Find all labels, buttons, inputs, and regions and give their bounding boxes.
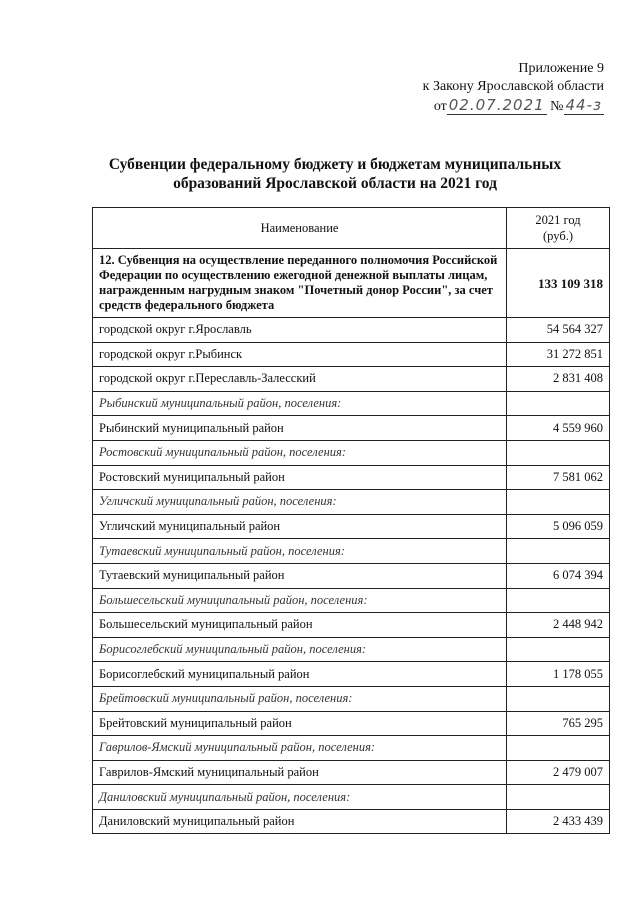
row-name: Тутаевский муниципальный район <box>93 563 507 588</box>
table-row <box>93 809 610 834</box>
row-name: городской округ г.Ярославль <box>93 318 507 343</box>
district-group-row <box>93 440 610 465</box>
row-value <box>507 391 610 416</box>
table-row <box>93 318 610 343</box>
row-name: Большесельский муниципальный район, поселения: <box>93 588 507 613</box>
row-name: Гаврилов-Ямский муниципальный район <box>93 760 507 785</box>
row-value: 2 831 408 <box>507 367 610 392</box>
row-value: 6 074 394 <box>507 563 610 588</box>
row-name: городской округ г.Переславль-Залесский <box>93 367 507 392</box>
row-value <box>507 686 610 711</box>
row-value <box>507 490 610 515</box>
row-name: Даниловский муниципальный район, поселения: <box>93 785 507 810</box>
district-group-row <box>93 637 610 662</box>
row-value: 5 096 059 <box>507 514 610 539</box>
district-group-row <box>93 539 610 564</box>
row-name: Борисоглебский муниципальный район, поселения: <box>93 637 507 662</box>
title-line-2: образований Ярославской области на 2021 год <box>173 175 497 192</box>
table-row <box>93 613 610 638</box>
row-name: Гаврилов-Ямский муниципальный район, поселения: <box>93 736 507 761</box>
row-value: 54 564 327 <box>507 318 610 343</box>
document-header <box>423 60 604 116</box>
row-value: 2 433 439 <box>507 809 610 834</box>
handwritten-date: 02.07.2021 <box>448 96 545 114</box>
row-value: 2 448 942 <box>507 613 610 638</box>
column-header-unit: (руб.) <box>543 229 573 243</box>
handwritten-number: 44-з <box>565 96 602 114</box>
row-name: Рыбинский муниципальный район <box>93 416 507 441</box>
row-value <box>507 440 610 465</box>
row-value: 7 581 062 <box>507 465 610 490</box>
column-header-name: Наименование <box>93 208 507 249</box>
row-value <box>507 736 610 761</box>
row-name: Борисоглебский муниципальный район <box>93 662 507 687</box>
row-value: 765 295 <box>507 711 610 736</box>
row-value: 1 178 055 <box>507 662 610 687</box>
row-name: Угличский муниципальный район <box>93 514 507 539</box>
row-name: Ростовский муниципальный район, поселения: <box>93 440 507 465</box>
law-label: к Закону Ярославской области <box>422 79 604 94</box>
row-name: Угличский муниципальный район, поселения: <box>93 490 507 515</box>
district-group-row <box>93 490 610 515</box>
total-row-value: 133 109 318 <box>507 249 610 318</box>
table-row <box>93 662 610 687</box>
number-prefix: № <box>550 99 564 114</box>
date-prefix: от <box>433 99 447 114</box>
row-name: городской округ г.Рыбинск <box>93 342 507 367</box>
table-row <box>93 465 610 490</box>
district-group-row <box>93 686 610 711</box>
row-value <box>507 588 610 613</box>
table-header-row <box>93 208 610 249</box>
table-row <box>93 760 610 785</box>
appendix-label: Приложение 9 <box>518 61 604 76</box>
district-group-row <box>93 785 610 810</box>
row-value <box>507 785 610 810</box>
row-name: Большесельский муниципальный район <box>93 613 507 638</box>
row-name: Тутаевский муниципальный район, поселения: <box>93 539 507 564</box>
row-name: Брейтовский муниципальный район, поселения: <box>93 686 507 711</box>
table-row <box>93 563 610 588</box>
district-group-row <box>93 391 610 416</box>
row-name: Рыбинский муниципальный район, поселения: <box>93 391 507 416</box>
date-number-line <box>423 96 604 116</box>
district-group-row <box>93 736 610 761</box>
row-name: Даниловский муниципальный район <box>93 809 507 834</box>
table-row <box>93 342 610 367</box>
row-value: 31 272 851 <box>507 342 610 367</box>
document-title <box>60 155 610 193</box>
row-value <box>507 539 610 564</box>
district-group-row <box>93 588 610 613</box>
row-value <box>507 637 610 662</box>
title-line-1: Субвенции федеральному бюджету и бюджетам муниципальных <box>108 156 562 173</box>
column-header-year: 2021 год <box>535 213 581 227</box>
row-name: Ростовский муниципальный район <box>93 465 507 490</box>
table-row <box>93 367 610 392</box>
table-row <box>93 514 610 539</box>
row-value: 4 559 960 <box>507 416 610 441</box>
row-name: Брейтовский муниципальный район <box>93 711 507 736</box>
subvention-table <box>92 207 610 834</box>
table-row <box>93 416 610 441</box>
row-value: 2 479 007 <box>507 760 610 785</box>
table-row <box>93 711 610 736</box>
total-row <box>93 249 610 318</box>
column-header-value <box>507 208 610 249</box>
total-row-name: 12. Субвенция на осуществление переданного полномочия Российской Федерации по осуществлению ежегодной денежной выплаты лицам, награжденным нагрудным знаком "Почетный донор России", за счет средств федерального бюджета <box>93 249 507 318</box>
